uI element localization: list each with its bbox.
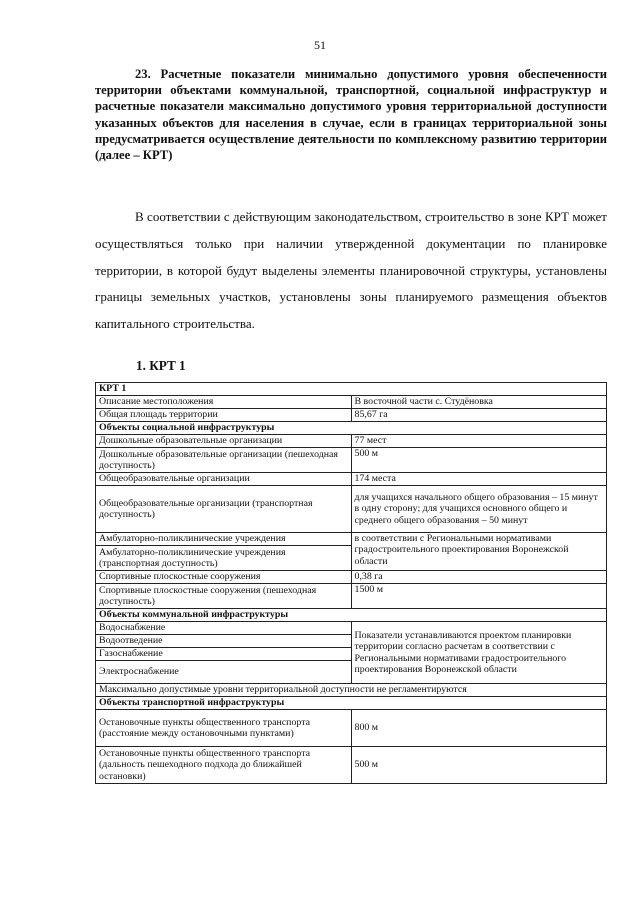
sport-value: 0,38 га	[351, 571, 607, 584]
water-label: Водоснабжение	[96, 622, 352, 635]
communal-header: Объекты коммунальной инфраструктуры	[96, 609, 607, 622]
transport-header: Объекты транспортной инфраструктуры	[96, 697, 607, 710]
stops-distance-label: Остановочные пункты общественного транспорта (расстояние между остановочными пунктами)	[96, 710, 352, 747]
subsection-title: 1. КРТ 1	[136, 358, 186, 373]
stops-walk-label: Остановочные пункты общественного транспорта (дальность пешеходного подхода до ближайшей остановки)	[96, 747, 352, 784]
clinic-label: Амбулаторно-поликлинические учреждения	[96, 533, 352, 546]
sport-access-label: Спортивные плоскостные сооружения (пешеходная доступность)	[96, 584, 352, 609]
page-number: 51	[314, 38, 326, 52]
gas-label: Газоснабжение	[96, 648, 352, 661]
section-heading-text: 23. Расчетные показатели минимально допустимого уровня обеспеченности территории объектами коммунальной, транспортной, социальной инфраструктур и расчетные показатели максимально допустимого уровня территориальной доступности указанных объектов для населения в случае, если в границах территориальной зоны предусматривается осуществление деятельности по комплексному развитию территории (далее – КРТ)	[95, 67, 607, 163]
clinic-value: в соответствии с Региональными нормативами градостроительного проектирования Воронежской области	[351, 533, 607, 571]
preschool-access-value: 500 м	[351, 448, 607, 473]
section-heading	[95, 66, 607, 163]
social-header: Объекты социальной инфраструктуры	[96, 422, 607, 435]
body-paragraph	[95, 204, 607, 338]
table-title: КРТ 1	[96, 383, 607, 396]
area-value: 85,67 га	[351, 409, 607, 422]
location-label: Описание местоположения	[96, 396, 352, 409]
power-label: Электроснабжение	[96, 661, 352, 684]
preschool-value: 77 мест	[351, 435, 607, 448]
communal-value: Показатели устанавливаются проектом планировки территории согласно расчетам в соответствии с Региональными нормативами градостроительного проектирования Воронежской области	[351, 622, 607, 684]
sport-label: Спортивные плоскостные сооружения	[96, 571, 352, 584]
preschool-label: Дошкольные образовательные организации	[96, 435, 352, 448]
preschool-access-label: Дошкольные образовательные организации (пешеходная доступность)	[96, 448, 352, 473]
sport-access-value: 1500 м	[351, 584, 607, 609]
stops-walk-value: 500 м	[351, 747, 607, 784]
krt-table	[95, 382, 607, 784]
school-label: Общеобразовательные организации	[96, 473, 352, 486]
area-label: Общая площадь территории	[96, 409, 352, 422]
location-value: В восточной части с. Студёновка	[351, 396, 607, 409]
clinic-transport-label: Амбулаторно-поликлинические учреждения (транспортная доступность)	[96, 546, 352, 571]
school-transport-value: для учащихся начального общего образования – 15 минут в одну сторону; для учащихся основного общего и среднего общего образования – 50 минут	[351, 486, 607, 533]
max-access-note: Максимально допустимые уровни территориальной доступности не регламентируются	[96, 684, 607, 697]
sewer-label: Водоотведение	[96, 635, 352, 648]
body-paragraph-text: В соответствии с действующим законодательством, строительство в зоне КРТ может осуществляться только при наличии утвержденной документации по планировке территории, в которой будут выделены элементы планировочной структуры, установлены границы земельных участков, установлены зоны планируемого размещения объектов капитального строительства.	[95, 209, 607, 332]
school-value: 174 места	[351, 473, 607, 486]
stops-distance-value: 800 м	[351, 710, 607, 747]
school-transport-label: Общеобразовательные организации (транспортная доступность)	[96, 486, 352, 533]
